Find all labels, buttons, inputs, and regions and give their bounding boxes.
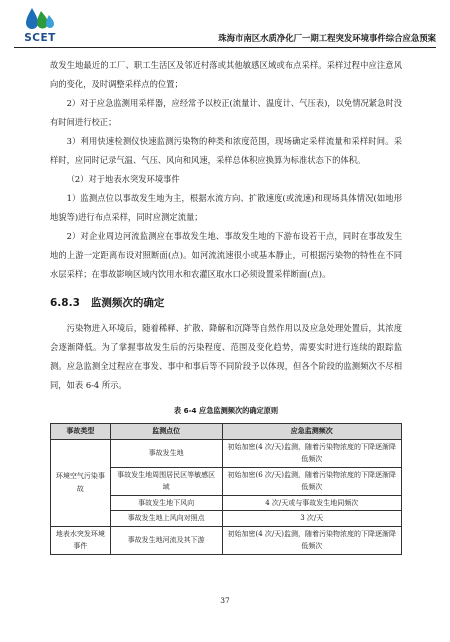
header-monitoring-point: 监测点位 — [110, 424, 222, 440]
monitoring-frequency-table — [50, 423, 402, 555]
paragraph-rapid-detection: 3）利用快速检测仪快速监测污染物的种类和浓度范围，现场确定采样流量和采样时间。采样时，应同时记录气温、气压、风向和风速，采样总体积应换算为标准状态下的体积。 — [50, 136, 402, 165]
table-caption: 表 6-4 应急监测频次的确定原则 — [173, 406, 279, 415]
paragraph-monitoring-frequency: 污染物进入环境后，随着稀释、扩散、降解和沉降等自然作用以及应急处理处置后，其浓度会逐渐降低。为了掌握事故发生后的污染程度、范围及变化趋势，需要实时进行连续的跟踪监测。应急监测全过程应在事发、事中和事后等不同阶段予以体现，但各个阶段的监测频次不尽相同，如表 6-4 所示。 — [50, 323, 402, 390]
logo-text: SCET — [24, 32, 56, 44]
cell-monitoring-frequency: 4 次/天或与事故发生地同频次 — [222, 495, 401, 511]
cell-monitoring-frequency: 初始加密(4 次/天)监测，随着污染物浓度的下降逐渐降低频次 — [222, 439, 401, 467]
header-divider — [14, 47, 436, 48]
water-drop-logo-icon — [24, 6, 54, 32]
cell-monitoring-point: 事故发生地 — [110, 439, 222, 467]
table-header-row — [51, 424, 402, 440]
page-number: 37 — [220, 596, 230, 605]
table-row — [51, 439, 402, 467]
section-heading — [50, 294, 402, 313]
cell-accident-type-air: 环境空气污染事故 — [51, 439, 111, 526]
cell-monitoring-point: 事故发生地河流及其下游 — [110, 526, 222, 554]
section-number: 6.8.3 — [50, 297, 80, 309]
cell-monitoring-frequency: 初始加密(6 次/天)监测，随着污染物浓度的下降逐渐降低频次 — [222, 467, 401, 495]
company-logo — [14, 6, 66, 46]
paragraph-monitoring-points: 1）监测点位以事故发生地为主，根据水流方向、扩散速度(或流速)和现场具体情况(如地形地貌等)进行布点采样，同时应测定流量； — [50, 193, 402, 222]
header-monitoring-frequency: 应急监测频次 — [222, 424, 401, 440]
cell-monitoring-frequency: 初始加密(4 次/天)监测，随着污染物浓度的下降逐渐降低频次 — [222, 526, 401, 554]
cell-accident-type-water: 地表水突发环境事件 — [51, 526, 111, 554]
paragraph-river-monitoring: 2）对企业周边河流监测应在事故发生地、事故发生地的下游布设若干点，同时在事故发生地的上游一定距离布设对照断面(点)。如河流流速很小或基本静止，可根据污染物的特性在不同水层采样；在事故影响区域内饮用水和农灌区取水口必须设置采样断面(点)。 — [50, 231, 402, 279]
paragraph-air-sampling-continued: 故发生地最近的工厂、职工生活区及邻近村落或其他敏感区域或布点采样。采样过程中应注意风向的变化，及时调整采样点的位置； — [50, 60, 402, 89]
cell-monitoring-point: 事故发生地下风向 — [110, 495, 222, 511]
page-content — [50, 56, 402, 555]
page-header — [14, 6, 436, 54]
document-header-title: 珠海市南区水质净化厂一期工程突发环境事件综合应急预案 — [218, 33, 436, 43]
section-title: 监测频次的确定 — [90, 297, 165, 309]
table-row — [51, 526, 402, 554]
cell-monitoring-point: 事故发生地周围居民区等敏感区域 — [110, 467, 222, 495]
paragraph-sampler-calibration: 2）对于应急监测用采样器，应经常予以校正(流量计、温度计、气压表)，以免情况紧急时没有时间进行校正； — [50, 98, 402, 127]
header-accident-type: 事故类型 — [51, 424, 111, 440]
subheading-surface-water: （2）对于地表水突发环境事件 — [66, 174, 180, 184]
cell-monitoring-point: 事故发生地上风向对照点 — [110, 511, 222, 527]
cell-monitoring-frequency: 3 次/天 — [222, 511, 401, 527]
